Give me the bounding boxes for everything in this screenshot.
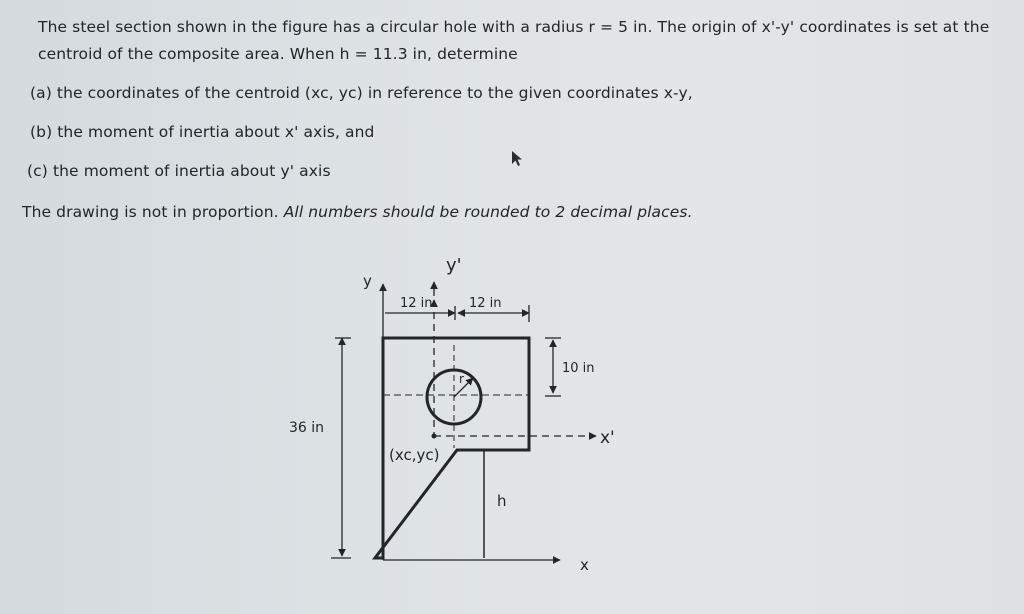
part-b: (b) the moment of inertia about x' axis, and — [30, 123, 375, 141]
problem-line-2: centroid of the composite area. When h = 11.3 in, determine — [38, 45, 518, 63]
problem-line-1: The steel section shown in the figure has a circular hole with a radius r = 5 in. The origin of x'-y' coordinates is set at the — [38, 18, 990, 36]
label-hole-offset: 10 in — [562, 361, 595, 376]
note-plain: The drawing is not in proportion. — [22, 203, 279, 221]
label-x-prime: x' — [600, 428, 615, 448]
label-y: y — [363, 272, 372, 290]
label-centroid: (xc,yc) — [389, 446, 440, 464]
centroid-point — [432, 434, 437, 439]
part-c: (c) the moment of inertia about y' axis — [27, 162, 331, 180]
label-h: h — [497, 492, 507, 510]
label-radius: r — [459, 372, 464, 386]
label-right-width: 12 in — [469, 296, 502, 311]
part-a: (a) the coordinates of the centroid (xc, yc) in reference to the given coordinates x-y, — [30, 84, 693, 102]
label-x: x — [580, 556, 589, 574]
note-italic: All numbers should be rounded to 2 decimal places. — [283, 203, 693, 221]
label-left-width: 12 in — [400, 296, 433, 311]
label-y-prime: y' — [446, 255, 462, 276]
label-height: 36 in — [289, 420, 325, 436]
